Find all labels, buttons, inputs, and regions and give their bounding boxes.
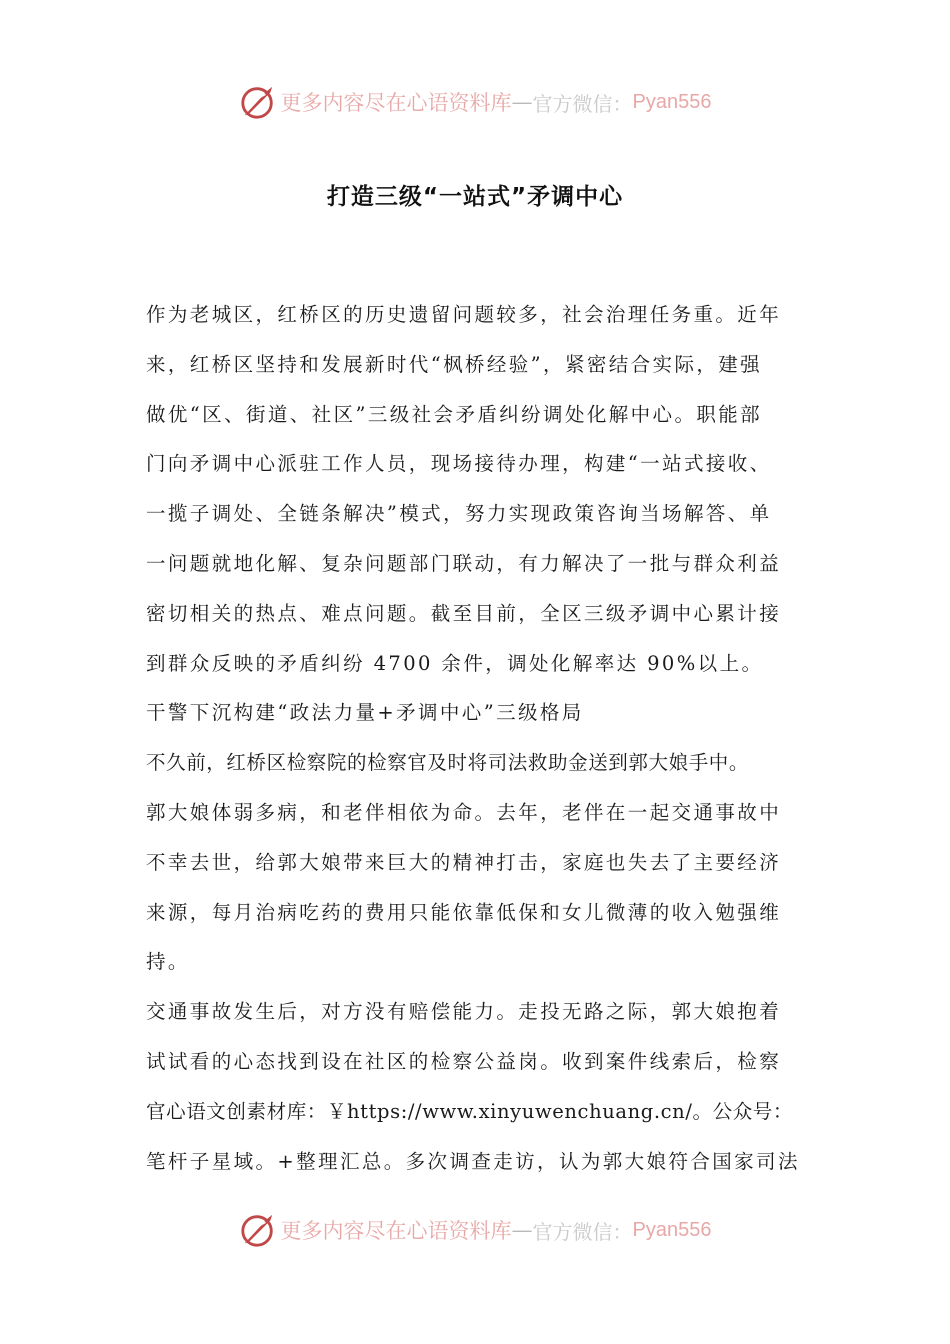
banner-text: 更多内容尽在心语资料库 <box>280 1219 512 1243</box>
wechat-label: 官方微信： <box>532 1219 633 1244</box>
wechat-id: Pyan556 <box>632 1218 712 1241</box>
document-title: 打造三级“一站式”矛调中心 <box>326 184 624 210</box>
text-line: 笔杆子星域。+整理汇总。多次调查走访，认为郭大娘符合国家司法 <box>146 1149 800 1173</box>
text-line: 不久前，红桥区检察院的检察官及时将司法救助金送到郭大娘手中。 <box>146 751 750 775</box>
banner-text: 更多内容尽在心语资料库 <box>280 91 512 115</box>
wechat-label: 官方微信： <box>532 91 633 116</box>
text-line: 做优“区、街道、社区”三级社会矛盾纠纷调处化解中心。职能部 <box>146 402 763 426</box>
text-line: 一揽子调处、全链条解决”模式，努力实现政策咨询当场解答、单 <box>146 502 772 526</box>
text-line: 持。 <box>146 950 190 974</box>
text-line: 来，红桥区坚持和发展新时代“枫桥经验”，紧密结合实际，建强 <box>146 352 763 376</box>
text-line: 密切相关的热点、难点问题。截至目前，全区三级矛调中心累计接 <box>146 601 782 625</box>
text-line: 官心语文创素材库：￥https://www.xinyuwenchuang.cn/。公众号： <box>146 1099 794 1123</box>
text-line: 一问题就地化解、复杂问题部门联动，有力解决了一批与群众利益 <box>146 551 782 575</box>
document-body <box>146 290 806 1186</box>
wechat-id: Pyan556 <box>632 90 712 113</box>
text-line: 不幸去世，给郭大娘带来巨大的精神打击，家庭也失去了主要经济 <box>146 850 782 874</box>
text-line: 作为老城区，红桥区的历史遗留问题较多，社会治理任务重。近年 <box>146 303 782 326</box>
footer-banner <box>0 1210 950 1250</box>
quill-logo-icon <box>239 83 277 121</box>
text-line: 到群众反映的矛盾纠纷 4700 余件，调处化解率达 90%以上。 <box>146 651 764 675</box>
text-line: 来源，每月治病吃药的费用只能依靠低保和女儿微薄的收入勉强维 <box>146 900 782 924</box>
header-banner <box>0 82 950 122</box>
text-line: 试试看的心态找到设在社区的检察公益岗。收到案件线索后，检察 <box>146 1049 782 1073</box>
banner-separator: — <box>511 1218 533 1242</box>
text-line: 郭大娘体弱多病，和老伴相依为命。去年，老伴在一起交通事故中 <box>146 800 782 824</box>
quill-logo-icon <box>239 1211 277 1249</box>
banner-separator: — <box>511 90 533 114</box>
text-line: 门向矛调中心派驻工作人员，现场接待办理，构建“一站式接收、 <box>146 452 772 476</box>
section-heading: 干警下沉构建“政法力量+矛调中心”三级格局 <box>146 701 584 725</box>
text-line: 交通事故发生后，对方没有赔偿能力。走投无路之际，郭大娘抱着 <box>146 1000 782 1024</box>
